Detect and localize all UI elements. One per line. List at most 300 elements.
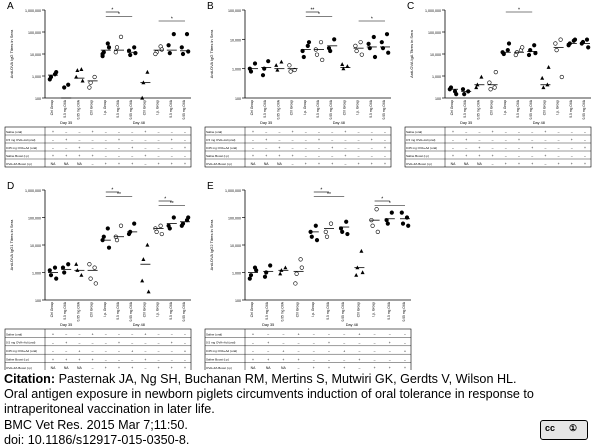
panel-c-table-cell: – <box>584 130 586 135</box>
panel-e-table-cell: – <box>282 332 285 337</box>
panel-b-data-point <box>373 55 377 59</box>
panel-d-table-row-label: Saline (oral) <box>6 332 23 337</box>
panel-e-table-cell: – <box>328 357 330 362</box>
panel-e-data-point <box>390 211 394 215</box>
panel-e-data-point <box>249 273 253 277</box>
panel-e-data-point <box>386 222 390 226</box>
panel-a-category-label: I.p. Group <box>155 100 160 115</box>
panel-b-table-cell: NA <box>277 162 282 167</box>
panel-b-data-point <box>340 62 344 66</box>
panel-c-table-cell: – <box>504 146 507 151</box>
panel-c-category-label: I.p. Group <box>502 100 507 115</box>
panel-e-table-cell: + <box>328 340 330 345</box>
panel-c-table-cell: + <box>504 162 507 167</box>
panel-e-table-cell: – <box>343 340 346 345</box>
panel-e-table-cell: – <box>373 340 376 345</box>
panel-e-table-cell: – <box>373 349 376 354</box>
panel-a-y-tick-label: 100,000 <box>28 31 41 35</box>
panel-e-table-cell: + <box>282 349 285 354</box>
panel-e-sig-label: * <box>320 187 323 194</box>
panel-d-data-point <box>106 227 110 231</box>
panel-e-data-point <box>248 277 252 281</box>
panel-b-table-cell: – <box>370 146 373 151</box>
panel-e-table-cell: – <box>358 340 361 345</box>
panel-c-table-cell: – <box>570 154 573 159</box>
panel-d-data-point <box>119 224 123 228</box>
cc-license-badge[interactable] <box>540 420 588 440</box>
panel-c-table-cell: + <box>465 138 468 143</box>
panel-e-table-cell: + <box>404 349 406 354</box>
panel-b-table-row-label: OVA+FA Boost (i.p) <box>206 162 232 166</box>
panel-e-data-point <box>376 230 380 234</box>
panel-a-table-cell: – <box>170 130 173 135</box>
panel-a-data-point <box>119 35 123 39</box>
panel-e-data-point <box>294 282 298 286</box>
panel-d-category-label: I.p. Group <box>155 302 160 317</box>
panel-a-table-cell: + <box>118 162 120 167</box>
panel-a-data-point <box>160 48 164 52</box>
panel-c-table-row-label: OVA+FA Boost (i.p) <box>406 162 432 166</box>
panel-e-table-cell: – <box>312 340 315 345</box>
panel-e-y-tick-label: 1,000 <box>232 271 241 276</box>
panel-a-table-cell: + <box>104 162 107 167</box>
panel-b-table-cell: – <box>370 130 373 135</box>
panel-a-table-cell: – <box>91 138 94 143</box>
panel-b-table-cell: + <box>265 154 268 159</box>
panel-a-table-cell: – <box>52 146 54 151</box>
panel-d-data-point <box>89 277 93 281</box>
panel-e-category-label: 0.05 mg OVA <box>341 302 346 322</box>
citation-journal: BMC Vet Res. 2015 Mar 7;11:50. <box>4 417 188 432</box>
panel-b-table-cell: + <box>331 146 334 151</box>
panel-e-data-point <box>346 232 350 236</box>
panel-c-y-tick-label: 100,000 <box>428 31 441 35</box>
panel-e-category-label: Ctrl Group <box>250 302 254 318</box>
panel-a-data-point <box>79 67 83 71</box>
panel-b-table-cell: – <box>291 138 294 143</box>
panel-d-table-cell: – <box>91 340 94 345</box>
panel-c-table-cell: – <box>491 138 494 143</box>
panel-d-category-label: I.p. Group <box>102 302 107 317</box>
panel-c-table-cell: – <box>531 138 534 143</box>
panel-b-table-cell: – <box>331 138 334 143</box>
panel-d-data-point <box>54 277 58 281</box>
panel-e-table-cell: – <box>343 357 346 362</box>
panel-d-data-point <box>102 235 106 239</box>
panel-c-data-point <box>506 48 510 52</box>
panel-b-table-cell: – <box>357 146 360 151</box>
panel-d-table-row-label: 0.5 mg OVA+Ad (oral) <box>6 340 36 345</box>
panel-b-table-cell: + <box>291 154 294 159</box>
panel-b-data-point <box>355 49 359 53</box>
panel-c-table-cell: – <box>491 162 494 167</box>
panel-b-table-cell: + <box>278 154 281 159</box>
panel-b-table-cell: – <box>357 130 360 135</box>
panel-a-category-label: 0.5 mg OVA <box>168 100 173 118</box>
panel-d-table-cell: + <box>65 340 68 345</box>
panel-d-data-point <box>160 232 164 236</box>
panel-b-table-cell: – <box>252 138 254 143</box>
panel-c-table-cell: – <box>452 146 454 151</box>
panel-b-table-cell: NA <box>263 162 269 167</box>
panel-a-data-point <box>106 42 110 46</box>
citation-authors: Pasternak JA, Ng SH, Buchanan RM, Mertins S, Mutwiri GK, Gerdts V, Wilson HL. <box>58 372 517 386</box>
panel-b-data-point <box>341 66 345 70</box>
panel-c-data-point <box>555 48 559 52</box>
panel-d-data-point <box>186 216 190 220</box>
panel-a-table-cell: – <box>104 146 107 151</box>
panel-b-table-cell: + <box>265 138 268 143</box>
panel-b-table-cell: – <box>291 162 294 167</box>
panel-a-data-point <box>88 86 92 90</box>
panel-d-table-cell: – <box>157 340 160 345</box>
panel-d-table-cell: + <box>78 349 81 354</box>
panel-e-category-label: I.p. Group <box>371 302 376 317</box>
panel-a-data-point <box>180 46 184 50</box>
panel-e-data-point <box>295 272 299 276</box>
panel-d-table-cell: + <box>170 340 173 345</box>
panel-e-table-cell: – <box>267 332 270 337</box>
panel-a-data-point <box>114 50 118 54</box>
panel-e-sig-label: ** <box>327 191 331 198</box>
panel-b-table-cell: – <box>291 146 294 151</box>
panel-e-table-row-label: 0.5 mg OVA+Ad (oral) <box>206 340 236 345</box>
panel-d-data-point <box>49 273 53 277</box>
panel-d-table-cell: – <box>144 340 147 345</box>
panel-d-table-cell: NA <box>50 366 56 370</box>
panel-e-data-point <box>300 266 304 270</box>
panel-e-data-point <box>310 235 314 239</box>
panel-a-data-point <box>172 32 176 36</box>
panel-a-table-cell: + <box>91 154 94 159</box>
panel-e-table-cell: NA <box>250 366 256 370</box>
panel-c-table-cell: + <box>518 138 520 143</box>
panel-a-table-cell: + <box>184 146 186 151</box>
panel-a-category-label: 0.05 mg OVA <box>76 100 81 120</box>
panel-d-table-cell: + <box>144 357 147 362</box>
panel-b-category-label: I.p. Group <box>355 100 360 115</box>
panel-c-table-cell: – <box>465 130 468 135</box>
panel-d-table-cell: – <box>170 349 173 354</box>
panel-e-group-label: Day 35 <box>262 323 275 327</box>
panel-c-data-point <box>494 70 498 74</box>
panel-a-table-cell: + <box>52 130 54 135</box>
panel-e-table-cell: – <box>373 357 376 362</box>
panel-d-table-cell: + <box>157 366 160 370</box>
panel-a-data-point <box>81 79 85 83</box>
panel-e-table-cell: + <box>328 366 330 370</box>
panel-e-data-point <box>371 224 375 228</box>
panel-e-category-label: 0.5 mg OVA <box>326 302 330 320</box>
panel-c-category-label: Ctrl Group <box>489 100 494 116</box>
panel-e-table-row-label: OVA+FA Boost (i.p) <box>206 365 232 370</box>
panel-d-letter: D <box>7 181 15 192</box>
panel-b-table-row-label: 0.5 mg OVA+Ad (oral) <box>206 138 236 142</box>
panel-a-group-label: Day 35 <box>60 121 73 125</box>
panel-c-data-point <box>527 53 531 57</box>
panel-c-data-point <box>559 38 563 42</box>
panel-e-table-cell: – <box>388 357 391 362</box>
panel-d-table-cell: – <box>157 349 160 354</box>
panel-b-table-cell: + <box>370 162 373 167</box>
panel-b-table-cell: + <box>252 154 254 159</box>
panel-b-table-cell: – <box>384 138 386 143</box>
panel-e-table-cell: NA <box>281 366 286 370</box>
panel-b-table-cell: + <box>344 154 347 159</box>
panel-d-category-label: 0.5 mg OVA <box>168 302 173 320</box>
panel-a-category-label: Ctrl Group <box>50 100 54 116</box>
panel-a-table-cell: – <box>184 130 186 135</box>
panel-c-group-label: Day 48 <box>532 121 545 125</box>
panel-a-table-cell: – <box>118 146 120 151</box>
panel-a-table-cell: – <box>184 138 186 143</box>
panel-a-table-cell: – <box>118 130 120 135</box>
cc-icon: cc <box>545 423 556 433</box>
panel-e-data-point <box>401 222 405 226</box>
panel-b-data-point <box>320 58 324 62</box>
panel-b-category-label: 0.5 mg OVA <box>316 100 320 118</box>
panel-a-letter: A <box>7 1 14 12</box>
panel-a-table-row-label: Saline Boost (i.p) <box>6 154 29 158</box>
panel-d-table-cell: – <box>170 357 173 362</box>
panel-d-category-label: Ctrl Group <box>142 302 147 318</box>
panel-a-table-row-label: 0.5 mg OVA+Ad (oral) <box>6 138 36 142</box>
panel-a-table-row-label: 0.05 mg OVA+Ad (oral) <box>6 146 38 150</box>
panel-d-y-tick-label: 10,000 <box>30 244 41 248</box>
panel-d-category-label: 0.05 mg OVA <box>129 302 134 322</box>
panel-d-table-cell: – <box>65 332 68 337</box>
panel-d-table-cell: – <box>157 357 160 362</box>
panel-a-data-point <box>186 50 190 54</box>
panel-e-table-cell: + <box>404 366 406 370</box>
panel-c-y-tick-label: 1,000,000 <box>425 9 441 13</box>
panel-b-category-label: 0.5 mg OVA <box>263 100 268 118</box>
panel-b-table-cell: + <box>384 146 386 151</box>
panel-d-table-cell: + <box>65 357 68 362</box>
panel-a-data-point <box>62 86 66 90</box>
panel-e-table-row-label: Saline (oral) <box>206 332 223 337</box>
panel-a-table-cell: – <box>104 130 107 135</box>
panel-c-group-label: Day 35 <box>460 121 473 125</box>
panel-a-y-tick-label: 1,000,000 <box>25 9 41 13</box>
panel-d-table-cell: – <box>144 349 147 354</box>
panel-d-table-cell: NA <box>63 366 69 370</box>
panel-b-table-cell: – <box>265 130 268 135</box>
panel-b-table-cell: – <box>252 146 254 151</box>
panel-c-table-cell: – <box>557 130 560 135</box>
panel-e-category-label: I.p. Group <box>310 302 315 317</box>
panel-b-table-cell: – <box>370 154 373 159</box>
panel-d-data-point <box>61 266 65 270</box>
panel-e-category-label: 0.5 mg OVA <box>386 302 391 320</box>
panel-a-category-label: I.p. Group <box>102 100 107 115</box>
panel-e-table-cell: – <box>328 332 330 337</box>
panel-c-table-cell: + <box>491 130 494 135</box>
panel-c-category-label: 0.5 mg OVA <box>568 100 573 118</box>
panel-a-data-point <box>167 43 171 47</box>
panel-c-data-point <box>567 43 571 47</box>
panel-b-data-point <box>319 40 323 44</box>
panel-e-table-cell: + <box>282 357 285 362</box>
panel-d-data-point <box>88 262 92 266</box>
panel-c-category-label: Ctrl Group <box>542 100 547 116</box>
panel-a-category-label: Ctrl Group <box>142 100 147 116</box>
panel-b-data-point <box>307 40 311 44</box>
panel-e-table-cell: – <box>297 366 300 370</box>
panel-c-table-cell: – <box>557 146 560 151</box>
panel-b-table-cell: + <box>384 162 386 167</box>
panel-d-data-point <box>66 262 70 266</box>
panel-c-category-label: 0.05 mg OVA <box>529 100 534 120</box>
panel-c-table-cell: – <box>452 138 454 143</box>
panel-a-table-cell: + <box>184 162 186 167</box>
panel-c-table-cell: NA <box>450 162 456 167</box>
panel-a-sig-label: * <box>111 7 114 14</box>
panel-c-table-cell: + <box>478 154 481 159</box>
panel-b-table-cell: – <box>344 146 347 151</box>
panel-a-table-cell: – <box>131 130 134 135</box>
panel-e-category-label: 0.05 mg OVA <box>402 302 406 322</box>
panel-a-data-point <box>54 70 58 74</box>
panel-a-data-point <box>185 32 189 36</box>
panel-b-data-point <box>380 40 384 44</box>
panel-a-table-cell: + <box>170 162 173 167</box>
panel-d-data-point <box>180 224 184 228</box>
panel-a-table-cell: – <box>104 138 107 143</box>
panel-b-y-tick-label: 1,000 <box>232 67 241 72</box>
panel-c-table-row-label: 0.5 mg OVA+Ad (oral) <box>406 138 436 142</box>
panel-a-category-label: 0.05 mg OVA <box>129 100 134 120</box>
panel-d-table-cell: + <box>118 366 120 370</box>
panel-a-table-cell: + <box>157 162 160 167</box>
panel-c-data-point <box>479 75 483 79</box>
panel-b-data-point <box>288 64 292 68</box>
panel-c-table-cell: + <box>452 130 454 135</box>
panel-d-table-cell: – <box>104 357 107 362</box>
panel-d-table-cell: – <box>184 340 186 345</box>
panel-e-data-point <box>315 238 319 242</box>
panel-c-data-point <box>520 46 524 50</box>
panel-b-table-cell: – <box>344 162 347 167</box>
panel-d-table-cell: + <box>118 340 120 345</box>
panel-a-table-cell: + <box>78 154 81 159</box>
panel-d-table-cell: + <box>52 357 54 362</box>
panel-e-y-tick-label: 10,000 <box>230 244 241 248</box>
panel-a-table-cell: – <box>144 138 147 143</box>
panel-a-table-cell: NA <box>50 162 56 167</box>
panel-c-table-cell: – <box>531 130 534 135</box>
panel-b-data-point <box>360 53 364 57</box>
panel-e-data-point <box>299 258 303 262</box>
panel-d-group-label: Day 35 <box>60 323 73 327</box>
panel-b-y-label: Anti-OVA IgG Titres in Sera <box>209 29 214 79</box>
panel-a-data-point <box>107 46 111 50</box>
panel-c-category-label: 0.05 mg OVA <box>582 100 586 120</box>
panel-d-sig-label: * <box>111 187 114 194</box>
panel-c-table-cell: – <box>518 154 520 159</box>
panel-a-table-cell: + <box>118 138 120 143</box>
panel-e-data-point <box>263 275 267 279</box>
panel-e-table-cell: + <box>388 340 391 345</box>
panel-b-table-row-label: 0.05 mg OVA+Ad (oral) <box>206 146 238 150</box>
panel-e-table-row-label: 0.05 mg OVA+Ad (oral) <box>206 349 238 354</box>
panel-e-table-cell: + <box>358 357 361 362</box>
panel-c-table-cell: + <box>478 146 481 151</box>
panel-b-data-point <box>332 38 336 42</box>
panel-a-y-label: Anti-OVA IgG Titres in Sera <box>9 29 14 79</box>
panel-b-category-label: 0.05 mg OVA <box>329 100 334 120</box>
panel-d-sig-label: ** <box>117 191 121 198</box>
panel-c-sig-label: * <box>518 7 520 14</box>
panel-c-table-cell: + <box>452 154 454 159</box>
panel-a-category-label: 0.5 mg OVA <box>63 100 68 118</box>
panel-b-category-label: Ctrl Group <box>342 100 347 116</box>
panel-d-category-label: 0.5 mg OVA <box>116 302 120 320</box>
panel-d-table-cell: – <box>78 340 81 345</box>
panel-c-table-cell: – <box>491 146 494 151</box>
panel-d-data-point <box>159 224 163 228</box>
panel-a-group-label: Day 48 <box>132 121 145 125</box>
panel-c-data-point <box>585 38 589 42</box>
panel-a-table-cell: – <box>157 146 160 151</box>
panel-e-table-cell: – <box>373 332 376 337</box>
panel-e-table-cell: + <box>267 340 270 345</box>
panel-b-data-point <box>367 42 371 46</box>
panel-e-table-cell: – <box>312 349 315 354</box>
panel-e-data-point <box>340 230 344 234</box>
panel-b-data-point <box>386 51 390 55</box>
panel-a-category-label: Ctrl Group <box>89 100 94 116</box>
panel-c-data-point <box>461 87 465 91</box>
panel-a-table-cell: – <box>144 146 147 151</box>
panel-e-table-cell: – <box>252 340 254 345</box>
panel-d-table-row-label: Saline Boost (i.p) <box>6 357 29 362</box>
panel-d-table-cell: + <box>131 366 134 370</box>
panel-e-y-label: Anti-OVA IgG2 Titres in Sera <box>209 219 214 271</box>
panel-b-table-cell: + <box>370 138 373 143</box>
citation-title-line-2: intraperitoneal vaccination in later life. <box>4 402 215 417</box>
panel-d-table-cell: – <box>170 332 173 337</box>
panel-c-y-label: Anti-OVA IgA Titres in Sera <box>409 30 414 78</box>
panel-c-table-cell: – <box>557 154 560 159</box>
panel-c-category-label: 0.05 mg OVA <box>476 100 481 120</box>
panel-e-data-point <box>406 224 410 228</box>
panel-d-data-point <box>74 262 78 266</box>
panel-b-data-point <box>279 60 283 64</box>
panel-d-table-cell: + <box>184 366 186 370</box>
panel-b-table-cell: + <box>252 130 254 135</box>
panel-d-y-tick-label: 100 <box>35 299 41 303</box>
panel-a-category-label: 0.05 mg OVA <box>182 100 186 120</box>
panel-a-data-point <box>134 51 138 55</box>
panel-b-sig-label: * <box>370 16 373 23</box>
panel-c-data-point <box>554 42 558 46</box>
panel-b-y-tick-label: 10,000 <box>230 38 241 43</box>
panel-d-table-cell: – <box>78 332 81 337</box>
panel-a-data-point <box>168 51 172 55</box>
panel-d-data-point <box>141 257 145 261</box>
panel-c-category-label: I.p. Group <box>555 100 560 115</box>
panel-b-table-cell: – <box>278 138 281 143</box>
panel-c-y-tick-label: 10,000 <box>430 53 441 57</box>
panel-d-data-point <box>115 238 119 242</box>
panel-c-table-cell: – <box>518 146 520 151</box>
panel-a-table-cell: NA <box>77 162 82 167</box>
panel-e-table-cell: – <box>312 357 315 362</box>
panel-b-table-cell: – <box>384 130 386 135</box>
panel-e-table-cell: – <box>252 349 254 354</box>
panel-a-table-cell: + <box>144 130 147 135</box>
